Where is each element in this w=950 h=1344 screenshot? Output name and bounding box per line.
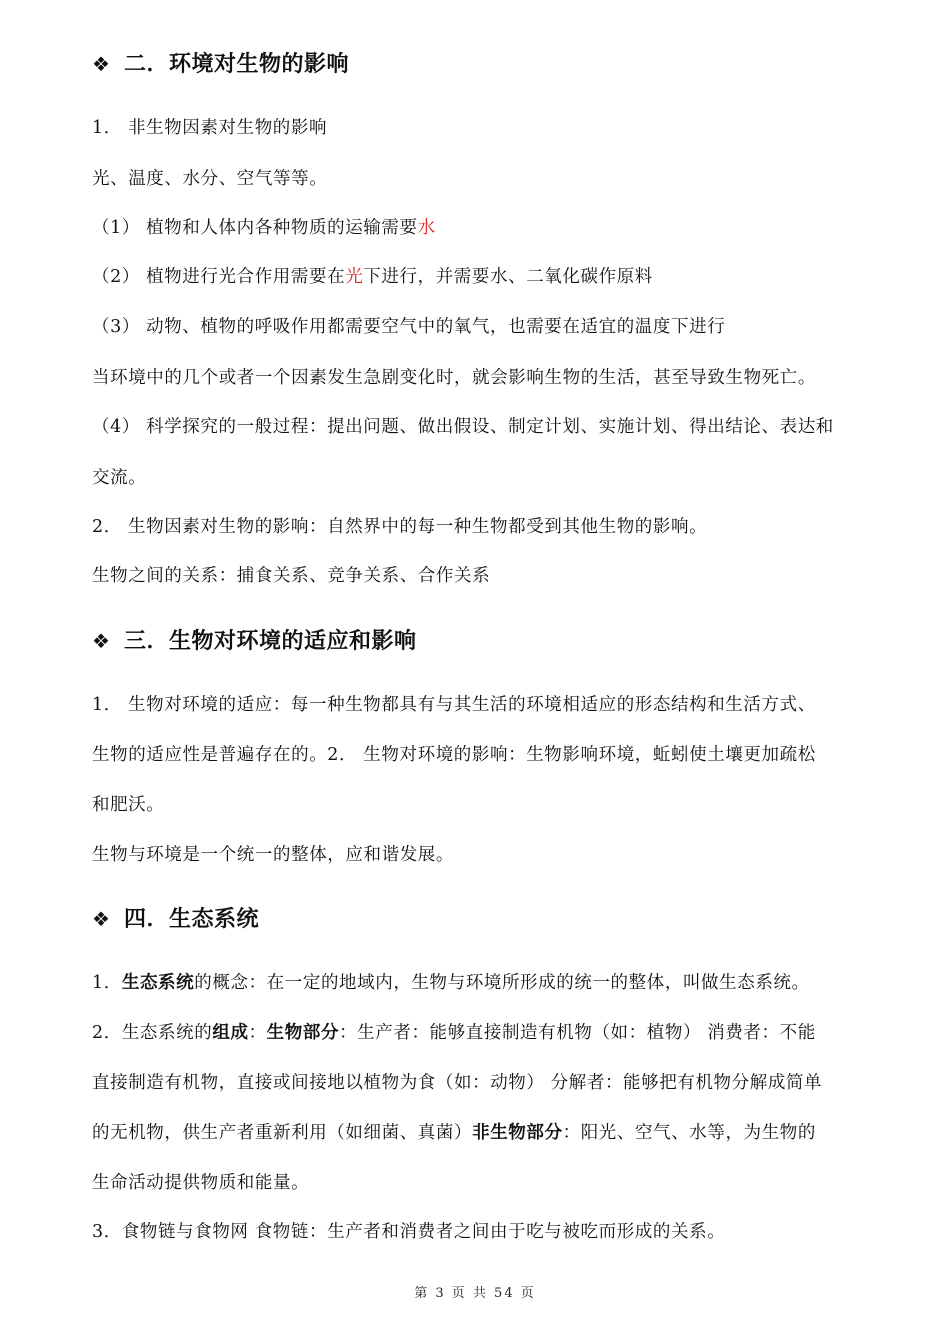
- paragraph: [92, 265, 890, 289]
- section-heading-4: [92, 905, 259, 934]
- section-title: 四．生态系统: [124, 907, 260, 932]
- text-span: 的概念：在一定的地域内，生物与环境所形成的统一的整体，叫做生态系统。: [194, 973, 810, 993]
- paragraph: 当环境中的几个或者一个因素发生急剧变化时，就会影响生物的生活，甚至导致生物死亡。: [92, 368, 816, 388]
- section-heading-3: [92, 627, 417, 656]
- paragraph: 生物之间的关系：捕食关系、竞争关系、合作关系: [92, 566, 491, 586]
- paragraph: 1． 生物对环境的适应：每一种生物都具有与其生活的环境相适应的形态结构和生活方式、: [92, 695, 816, 715]
- diamond-bullet-icon: ❖: [92, 629, 111, 653]
- text-span: 下进行，并需要水、二氧化碳作原料: [363, 267, 653, 287]
- page-number-footer: 第 3 页 共 54 页: [414, 1286, 536, 1301]
- text-span: （1） 植物和人体内各种物质的运输需要: [92, 218, 418, 238]
- paragraph: 3．食物链与食物网 食物链：生产者和消费者之间由于吃与被吃而形成的关系。: [92, 1222, 726, 1242]
- section-heading-2: [92, 50, 349, 79]
- text-span: 的无机物，供生产者重新利用（如细菌、真菌）: [92, 1123, 473, 1143]
- paragraph: [92, 1021, 890, 1045]
- paragraph: 生物的适应性是普遍存在的。2． 生物对环境的影响：生物影响环境，蚯蚓使土壤更加疏松: [92, 745, 816, 765]
- paragraph: （3） 动物、植物的呼吸作用都需要空气中的氧气，也需要在适宜的温度下进行: [92, 317, 726, 337]
- paragraph: 光、温度、水分、空气等等。: [92, 169, 328, 189]
- paragraph: 生物与环境是一个统一的整体，应和谐发展。: [92, 845, 454, 865]
- diamond-bullet-icon: ❖: [92, 52, 111, 76]
- bold-term: 组成: [212, 1023, 249, 1043]
- paragraph: [92, 216, 890, 240]
- paragraph: 直接制造有机物，直接或间接地以植物为食（如：动物） 分解者：能够把有机物分解成简单: [92, 1073, 823, 1093]
- text-span: ：: [248, 1023, 267, 1043]
- paragraph: （4） 科学探究的一般过程：提出问题、做出假设、制定计划、实施计划、得出结论、表达和: [92, 417, 834, 437]
- paragraph: 1． 非生物因素对生物的影响: [92, 118, 328, 138]
- bold-term: 生态系统: [121, 973, 195, 993]
- text-span: ：阳光、空气、水等，为生物的: [562, 1123, 817, 1143]
- paragraph: 生命活动提供物质和能量。: [92, 1173, 310, 1193]
- bold-term: 生物部分: [266, 1023, 340, 1043]
- text-span: ：生产者：能够直接制造有机物（如：植物） 消费者：不能: [339, 1023, 816, 1043]
- paragraph: [92, 971, 890, 995]
- text-span: 2．生态系统的: [92, 1023, 213, 1043]
- section-title: 二．环境对生物的影响: [124, 52, 350, 77]
- section-title: 三．生物对环境的适应和影响: [124, 629, 417, 654]
- text-span: （2） 植物进行光合作用需要在: [92, 267, 346, 287]
- paragraph: [92, 1121, 890, 1145]
- highlight-text: 水: [417, 218, 436, 238]
- text-span: 1．: [92, 973, 122, 993]
- paragraph: 和肥沃。: [92, 795, 165, 815]
- paragraph: 2． 生物因素对生物的影响：自然界中的每一种生物都受到其他生物的影响。: [92, 517, 708, 537]
- diamond-bullet-icon: ❖: [92, 907, 111, 931]
- paragraph: 交流。: [92, 468, 147, 488]
- highlight-text: 光: [345, 267, 364, 287]
- bold-term: 非生物部分: [472, 1123, 563, 1143]
